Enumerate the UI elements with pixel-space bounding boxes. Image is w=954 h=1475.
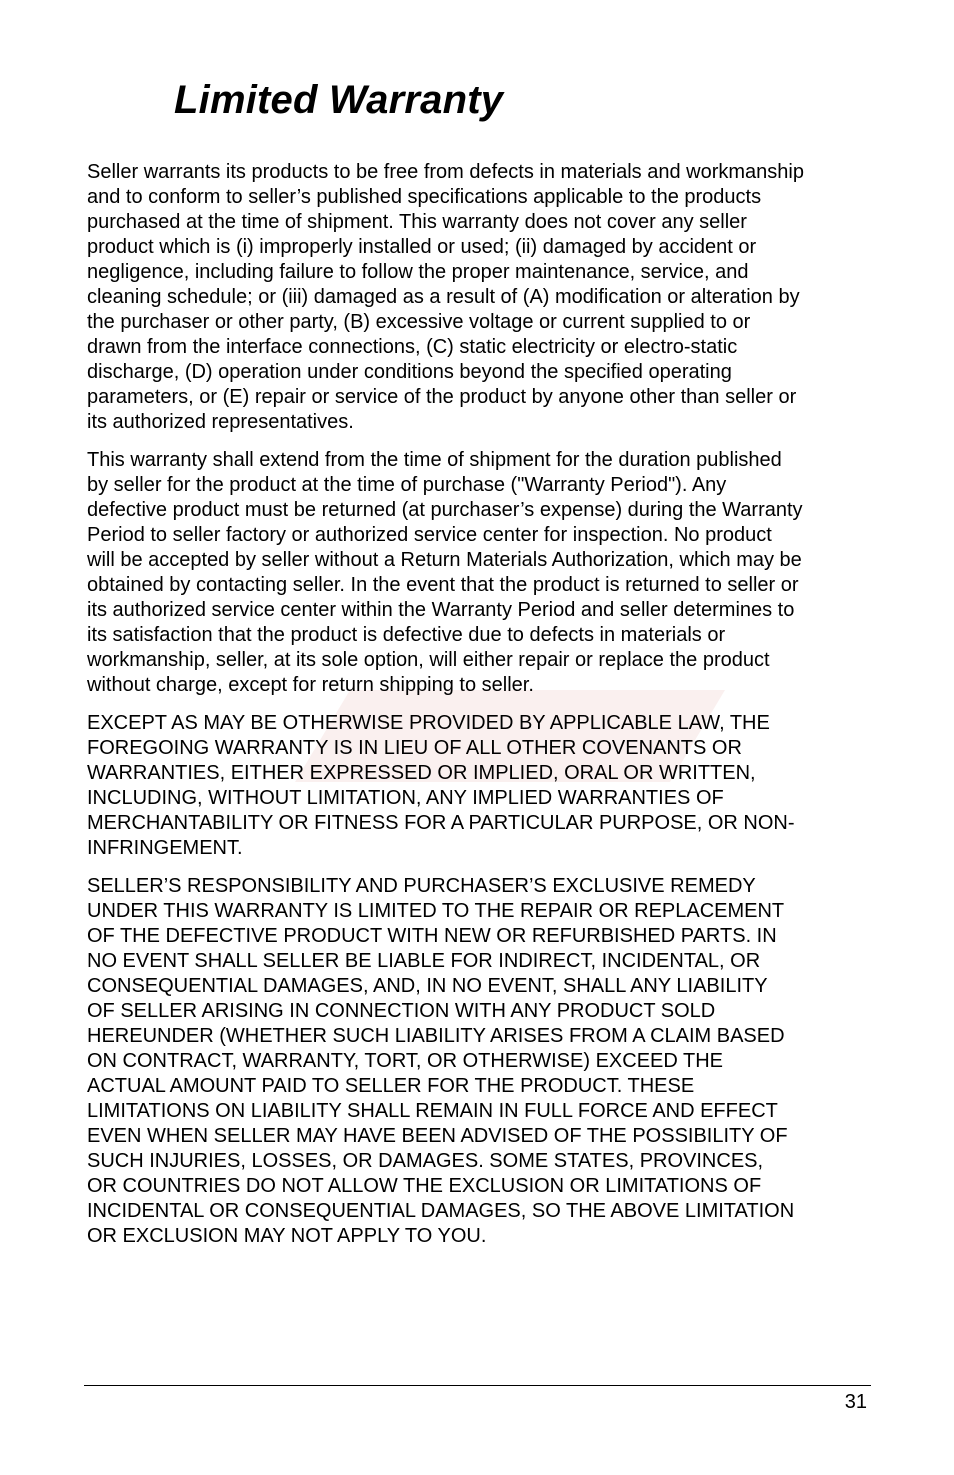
warranty-paragraph-duration: This warranty shall extend from the time of shipment for the duration published by seller for the product at the time of purchase ("Warranty Period"). Any defective product must be returned (at purchaser’s expense) during the Warranty Period to seller factory or authorized service center for inspection. No product will be accepted by seller without a Return Materials Authorization, which may be obtained by contacting seller. In the event that the product is returned to seller or its authorized service center within the Warranty Period and seller determines to its satisfaction that the product is defective due to defects in materials or workmanship, seller, at its sole option, will either repair or replace the product without charge, except for return shipping to seller. — [87, 449, 803, 696]
warranty-paragraph-limitation: SELLER’S RESPONSIBILITY AND PURCHASER’S EXCLUSIVE REMEDY UNDER THIS WARRANTY IS LIMITED TO THE REPAIR OR REPLACEMENT OF THE DEFECTIVE PRODUCT WITH NEW OR REFURBISHED PARTS. IN NO EVENT SHALL SELLER BE LIABLE FOR INDIRECT, INCIDENTAL, OR CONSEQUENTIAL DAMAGES, AND, IN NO EVENT, SHALL ANY LIABILITY OF SELLER ARISING IN CONNECTION WITH ANY PRODUCT SOLD HEREUNDER (WHETHER SUCH LIABILITY ARISES FROM A CLAIM BASED ON CONTRACT, WARRANTY, TORT, OR OTHERWISE) EXCEED THE ACTUAL AMOUNT PAID TO SELLER FOR THE PRODUCT. THESE LIMITATIONS ON LIABILITY SHALL REMAIN IN FULL FORCE AND EFFECT EVEN WHEN SELLER MAY HAVE BEEN ADVISED OF THE POSSIBILITY OF SUCH INJURIES, LOSSES, OR DAMAGES. SOME STATES, PROVINCES, OR COUNTRIES DO NOT ALLOW THE EXCLUSION OR LIMITATIONS OF INCIDENTAL OR CONSEQUENTIAL DAMAGES, SO THE ABOVE LIMITATION OR EXCLUSION MAY NOT APPLY TO YOU. — [87, 875, 795, 1247]
warranty-paragraph-coverage: Seller warrants its products to be free from defects in materials and workmanship and to conform to seller’s published specifications applicable to the products purchased at the time of shipment. This warranty does not cover any seller product which is (i) improperly installed or used; (ii) damaged by accident or negligence, including failure to follow the proper maintenance, service, and cleaning schedule; or (iii) damaged as a result of (A) modification or alteration by the purchaser or other party, (B) excessive voltage or current supplied to or drawn from the interface connections, (C) static electricity or electro-static discharge, (D) operation under conditions beyond the specified operating parameters, or (E) repair or service of the product by anyone other than seller or its authorized representatives. — [87, 161, 804, 433]
page-title: Limited Warranty — [174, 78, 504, 122]
footer-divider — [84, 1385, 871, 1386]
warranty-paragraph-disclaimer: EXCEPT AS MAY BE OTHERWISE PROVIDED BY APPLICABLE LAW, THE FOREGOING WARRANTY IS IN LIEU OF ALL OTHER COVENANTS OR WARRANTIES, EITHER EXPRESSED OR IMPLIED, ORAL OR WRITTEN, INCLUDING, WITHOUT LIMITATION, ANY IMPLIED WARRANTIES OF MERCHANTABILITY OR FITNESS FOR A PARTICULAR PURPOSE, OR NON- INFRINGEMENT. — [87, 712, 795, 859]
page-number: 31 — [844, 1391, 867, 1413]
warranty-body — [87, 160, 877, 1262]
